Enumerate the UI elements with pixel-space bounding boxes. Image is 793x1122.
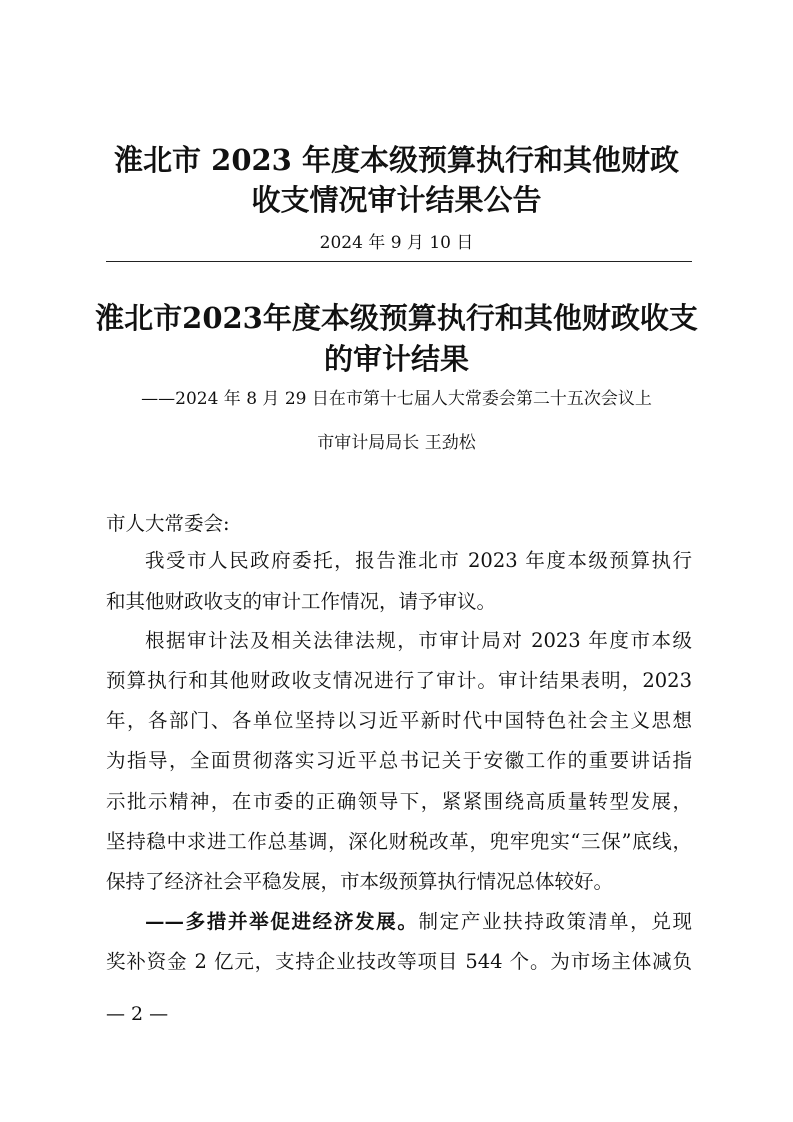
announcement-title-line2: 收支情况审计结果公告 [251, 183, 542, 217]
report-author: 市审计局局长 王劲松 [317, 433, 476, 453]
paragraph-2-line: 保持了经济社会平稳发展，市本级预算执行情况总体较好。 [106, 870, 614, 893]
salutation: 市人大常委会: [106, 512, 230, 535]
announcement-date: 2024 年 9 月 10 日 [319, 233, 474, 253]
paragraph-3-first-line [145, 906, 692, 934]
page-number: — 2 — [106, 1003, 169, 1025]
paragraph-1-line: 和其他财政收支的审计工作情况，请予审议。 [106, 590, 497, 613]
report-title-line1: 淮北市2023年度本级预算执行和其他财政收支 [95, 301, 698, 335]
paragraph-2-line: 预算执行和其他财政收支情况进行了审计。审计结果表明，2023 [106, 669, 692, 692]
header-divider [106, 261, 692, 262]
report-subtitle-line1: ——2024 年 8 月 29 日在市第十七届人大常委会第二十五次会议上 [141, 389, 652, 409]
paragraph-3-line: 奖补资金 2 亿元，支持企业技改等项目 544 个。为市场主体减负 [106, 950, 692, 973]
paragraph-1-line: 我受市人民政府委托，报告淮北市 2023 年度本级预算执行 [145, 549, 692, 572]
announcement-title-line1: 淮北市 2023 年度本级预算执行和其他财政 [114, 143, 679, 177]
paragraph-2-line: 根据审计法及相关法律法规，市审计局对 2023 年度市本级 [145, 629, 692, 652]
paragraph-2-line: 示批示精神，在市委的正确领导下，紧紧围绕高质量转型发展， [106, 790, 692, 813]
report-title-line2: 的审计结果 [323, 342, 469, 376]
paragraph-3-text: 制定产业扶持政策清单，兑现 [418, 910, 692, 933]
paragraph-2-line: 年，各部门、各单位坚持以习近平新时代中国特色社会主义思想 [106, 709, 692, 732]
paragraph-2-line: 坚持稳中求进工作总基调，深化财税改革，兜牢兜实“三保”底线， [106, 830, 692, 853]
paragraph-2-line: 为指导，全面贯彻落实习近平总书记关于安徽工作的重要讲话指 [106, 749, 692, 772]
paragraph-3-heading: ——多措并举促进经济发展。 [145, 910, 419, 933]
